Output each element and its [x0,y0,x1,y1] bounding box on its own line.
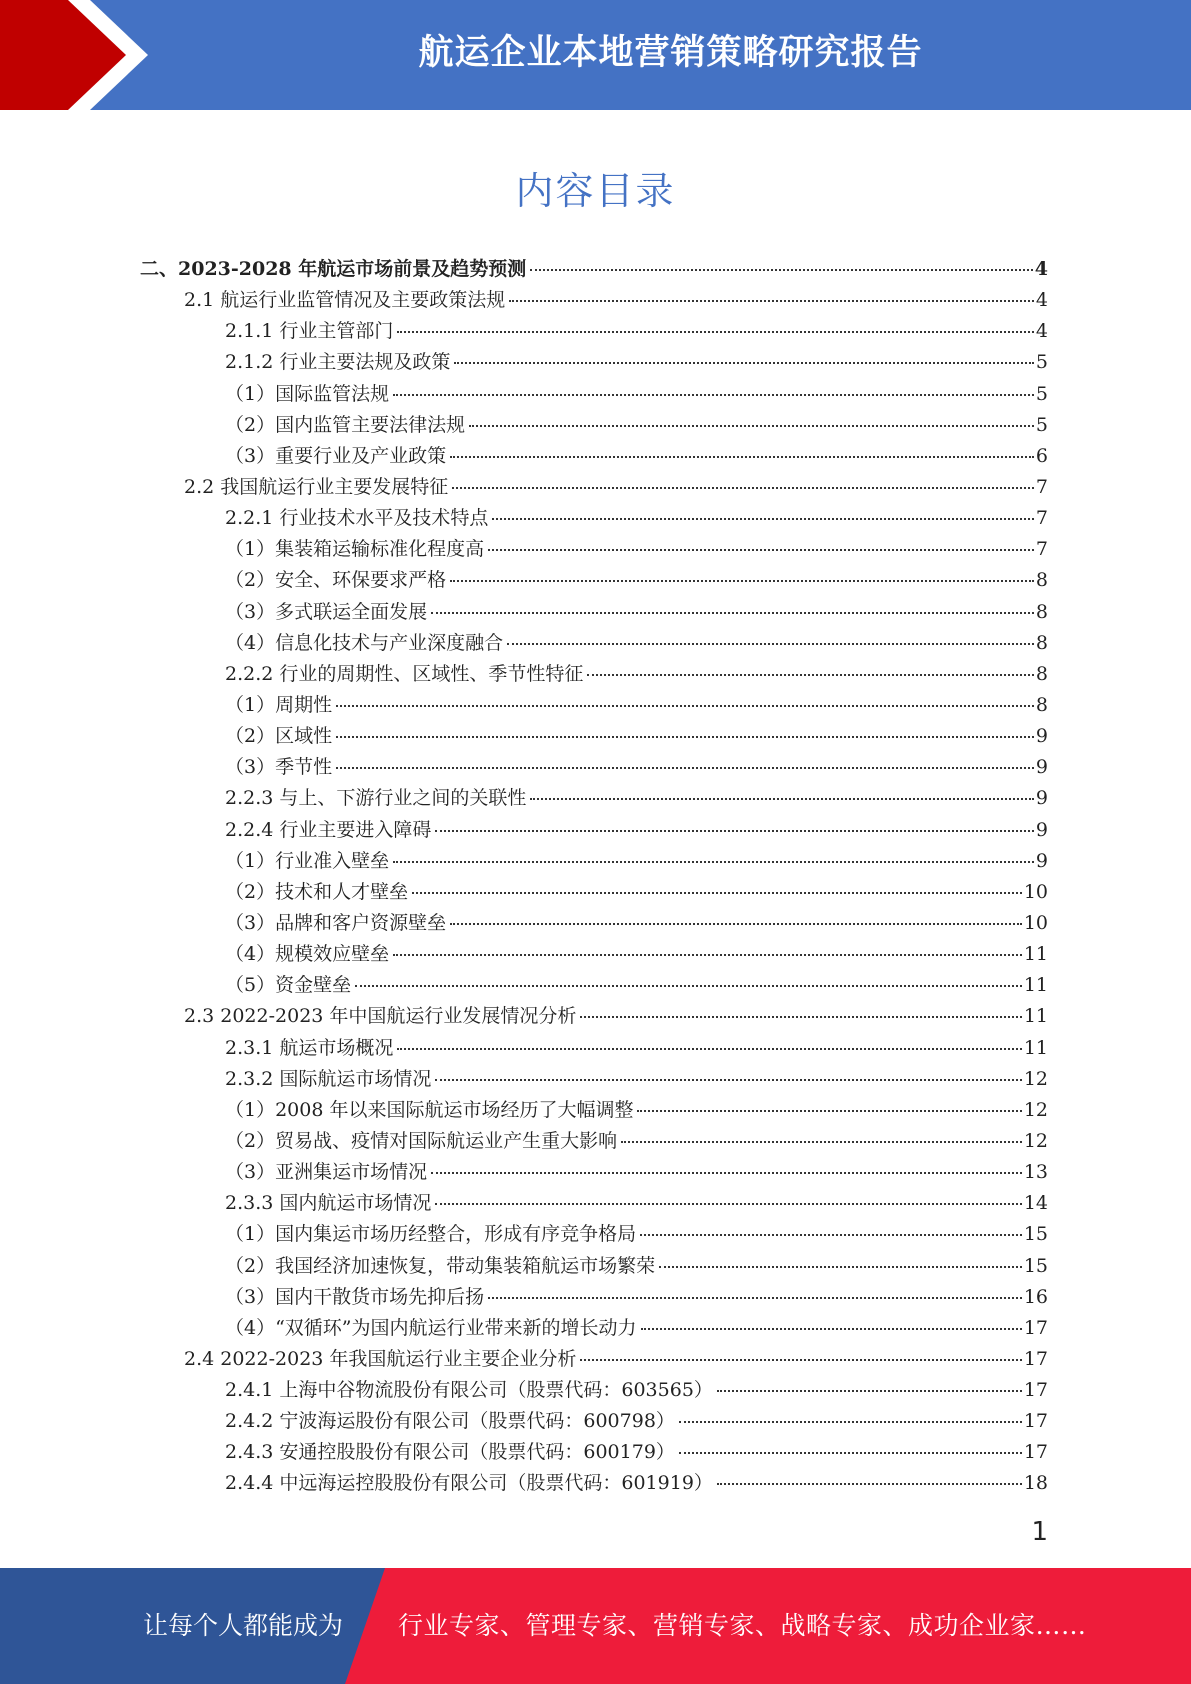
toc-entry[interactable] [140,597,1048,628]
toc-entry-page: 11 [1023,1036,1048,1059]
red-chevron-decoration [0,0,160,110]
toc-entry-title: （3）亚洲集运市场情况 [225,1161,428,1184]
toc-entry-title: （2）我国经济加速恢复，带动集装箱航运市场繁荣 [225,1254,656,1277]
toc-entry-page: 14 [1023,1192,1048,1215]
toc-entry[interactable] [140,1375,1048,1406]
toc-entry-title: （4）规模效应壁垒 [225,943,390,966]
toc-entry-title: （1）集装箱运输标准化程度高 [225,538,485,561]
toc-entry-page: 15 [1023,1254,1048,1277]
toc-entry-page: 5 [1035,413,1048,436]
toc-entry[interactable] [140,1095,1048,1126]
toc-entry-title: 2.2.3 与上、下游行业之间的关联性 [225,787,527,810]
footer-slogan-left: 让每个人都能成为 [143,1611,344,1640]
toc-entry[interactable] [140,1251,1048,1282]
toc-dot-leader [530,269,1033,271]
toc-entry[interactable] [140,877,1048,908]
toc-entry-title: （1）国内集运市场历经整合，形成有序竞争格局 [225,1223,637,1246]
toc-entry-page: 12 [1023,1129,1048,1152]
toc-dot-leader [435,1079,1021,1081]
toc-entry[interactable] [140,347,1048,378]
toc-dot-leader [336,705,1034,707]
toc-entry[interactable] [140,1157,1048,1188]
toc-entry[interactable] [140,503,1048,534]
toc-dot-leader [435,830,1034,832]
toc-entry[interactable] [140,721,1048,752]
toc-entry-title: 2.3.3 国内航运市场情况 [225,1192,432,1215]
toc-entry-page: 10 [1023,880,1048,903]
toc-entry-page: 13 [1023,1161,1048,1184]
toc-dot-leader [397,1048,1021,1050]
toc-entry-title: （3）品牌和客户资源壁垒 [225,911,447,934]
toc-entry-page: 9 [1035,787,1048,810]
toc-entry[interactable] [140,783,1048,814]
toc-entry-page: 16 [1023,1285,1048,1308]
toc-entry-page: 8 [1035,569,1048,592]
toc-entry[interactable] [140,254,1048,285]
toc-entry-page: 11 [1023,974,1048,997]
toc-entry-page: 17 [1023,1316,1048,1339]
toc-entry[interactable] [140,1344,1048,1375]
toc-entry[interactable] [140,1468,1048,1499]
toc-dot-leader [637,1110,1021,1112]
toc-entry-page: 11 [1023,943,1048,966]
toc-entry-page: 11 [1023,1005,1048,1028]
toc-entry-page: 12 [1023,1098,1048,1121]
toc-entry-page: 7 [1035,538,1048,561]
toc-entry[interactable] [140,1033,1048,1064]
toc-entry-page: 8 [1035,631,1048,654]
toc-entry-page: 9 [1035,756,1048,779]
toc-entry-title: （3）季节性 [225,756,333,779]
toc-entry-page: 17 [1023,1379,1048,1402]
page-number: 1 [1031,1517,1048,1547]
toc-dot-leader [393,394,1034,396]
toc-entry[interactable] [140,1126,1048,1157]
toc-entry-title: （2）区域性 [225,725,333,748]
toc-entry-title: 2.4.2 宁波海运股份有限公司（股票代码：600798） [225,1410,675,1433]
toc-entry-title: 2.1 航运行业监管情况及主要政策法规 [184,289,506,312]
toc-entry-title: 2.3.1 航运市场概况 [225,1036,394,1059]
toc-entry[interactable] [140,441,1048,472]
toc-entry-page: 4 [1034,258,1048,280]
toc-entry[interactable] [140,815,1048,846]
toc-entry-title: （2）国内监管主要法律法规 [225,413,466,436]
toc-dot-leader [641,1328,1022,1330]
toc-entry-page: 17 [1023,1410,1048,1433]
toc-entry[interactable] [140,1406,1048,1437]
toc-entry-page: 6 [1035,444,1048,467]
toc-dot-leader [431,612,1034,614]
toc-entry-title: 二、2023-2028 年航运市场前景及趋势预测 [140,258,527,280]
toc-entry-page: 17 [1023,1347,1048,1370]
toc-entry-title: （4）信息化技术与产业深度融合 [225,631,504,654]
toc-entry-title: （1）周期性 [225,693,333,716]
toc-entry-page: 8 [1035,600,1048,623]
toc-entry-title: （1）国际监管法规 [225,382,390,405]
toc-dot-leader [355,985,1022,987]
toc-entry[interactable] [140,410,1048,441]
toc-entry-title: 2.2.2 行业的周期性、区域性、季节性特征 [225,662,584,685]
toc-dot-leader [580,1016,1021,1018]
toc-entry-page: 4 [1035,320,1048,343]
toc-entry-page: 18 [1023,1472,1048,1495]
toc-dot-leader [393,954,1022,956]
toc-entry[interactable] [140,1219,1048,1250]
toc-entry-title: （3）多式联运全面发展 [225,600,428,623]
toc-dot-leader [336,767,1034,769]
footer-banner [0,1568,1191,1684]
toc-entry-title: 2.4.3 安通控股股份有限公司（股票代码：600179） [225,1441,675,1464]
toc-entry-page: 8 [1035,693,1048,716]
toc-dot-leader [492,518,1034,520]
toc-dot-leader [454,362,1034,364]
toc-entry[interactable] [140,752,1048,783]
toc-entry[interactable] [140,628,1048,659]
toc-dot-leader [450,456,1034,458]
toc-entry[interactable] [140,846,1048,877]
toc-entry-page: 9 [1035,849,1048,872]
toc-dot-leader [717,1483,1022,1485]
toc-entry-title: 2.4.1 上海中谷物流股份有限公司（股票代码：603565） [225,1379,713,1402]
toc-entry[interactable] [140,316,1048,347]
toc-entry[interactable] [140,1282,1048,1313]
toc-entry-title: （2）贸易战、疫情对国际航运业产生重大影响 [225,1129,618,1152]
toc-entry[interactable] [140,565,1048,596]
toc-entry-title: 2.3 2022-2023 年中国航运行业发展情况分析 [184,1005,577,1028]
toc-dot-leader [679,1421,1022,1423]
toc-entry-title: 2.1.1 行业主管部门 [225,320,394,343]
toc-dot-leader [469,425,1034,427]
toc-entry-title: 2.2.4 行业主要进入障碍 [225,818,432,841]
table-of-contents [140,254,1048,1500]
toc-entry-page: 5 [1035,351,1048,374]
toc-entry-title: （2）技术和人才壁垒 [225,880,409,903]
toc-dot-leader [530,798,1034,800]
toc-entry-page: 7 [1035,507,1048,530]
toc-entry-title: （4）“双循环”为国内航运行业带来新的增长动力 [225,1316,637,1339]
toc-dot-leader [679,1452,1022,1454]
toc-entry[interactable] [140,534,1048,565]
toc-entry-title: （3）国内干散货市场先抑后扬 [225,1285,485,1308]
toc-entry[interactable] [140,1437,1048,1468]
toc-entry[interactable] [140,690,1048,721]
toc-entry[interactable] [140,285,1048,316]
toc-entry-title: 2.4.4 中远海运控股股份有限公司（股票代码：601919） [225,1472,713,1495]
toc-entry-title: 2.2.1 行业技术水平及技术特点 [225,507,489,530]
toc-entry[interactable] [140,970,1048,1001]
toc-dot-leader [336,736,1034,738]
toc-entry[interactable] [140,659,1048,690]
toc-entry-page: 10 [1023,911,1048,934]
toc-dot-leader [452,487,1034,489]
toc-dot-leader [659,1266,1022,1268]
toc-entry[interactable] [140,1064,1048,1095]
toc-dot-leader [507,643,1034,645]
toc-dot-leader [621,1141,1022,1143]
toc-entry-page: 12 [1023,1067,1048,1090]
toc-dot-leader [580,1359,1021,1361]
toc-entry-page: 5 [1035,382,1048,405]
toc-dot-leader [397,331,1034,333]
toc-dot-leader [587,674,1034,676]
toc-entry[interactable] [140,1001,1048,1032]
toc-entry-page: 7 [1035,475,1048,498]
toc-entry-title: 2.2 我国航运行业主要发展特征 [184,475,449,498]
toc-dot-leader [640,1234,1022,1236]
toc-entry-title: （5）资金壁垒 [225,974,352,997]
toc-entry[interactable] [140,1313,1048,1344]
toc-entry-page: 15 [1023,1223,1048,1246]
toc-heading: 内容目录 [515,169,676,213]
toc-dot-leader [717,1390,1022,1392]
toc-dot-leader [488,549,1034,551]
toc-dot-leader [412,892,1022,894]
toc-entry-title: 2.4 2022-2023 年我国航运行业主要企业分析 [184,1347,577,1370]
toc-dot-leader [435,1203,1021,1205]
toc-dot-leader [509,300,1034,302]
toc-entry-page: 17 [1023,1441,1048,1464]
report-title: 航运企业本地营销策略研究报告 [418,33,923,73]
toc-entry-title: 2.3.2 国际航运市场情况 [225,1067,432,1090]
toc-entry[interactable] [140,1188,1048,1219]
toc-dot-leader [431,1172,1022,1174]
toc-entry[interactable] [140,379,1048,410]
toc-entry-title: 2.1.2 行业主要法规及政策 [225,351,451,374]
toc-entry-title: （2）安全、环保要求严格 [225,569,447,592]
footer-slogan-right: 行业专家、管理专家、营销专家、战略专家、成功企业家…… [398,1611,1087,1640]
toc-entry-title: （1）行业准入壁垒 [225,849,390,872]
toc-entry-page: 9 [1035,725,1048,748]
header-banner [0,0,1191,110]
toc-dot-leader [488,1297,1022,1299]
toc-dot-leader [393,861,1034,863]
toc-entry-page: 8 [1035,662,1048,685]
toc-entry-page: 4 [1035,289,1048,312]
toc-entry-page: 9 [1035,818,1048,841]
toc-dot-leader [450,580,1034,582]
toc-entry[interactable] [140,908,1048,939]
toc-dot-leader [450,923,1022,925]
toc-entry-title: （1）2008 年以来国际航运市场经历了大幅调整 [225,1098,634,1121]
toc-entry-title: （3）重要行业及产业政策 [225,444,447,467]
toc-entry[interactable] [140,472,1048,503]
toc-entry[interactable] [140,939,1048,970]
